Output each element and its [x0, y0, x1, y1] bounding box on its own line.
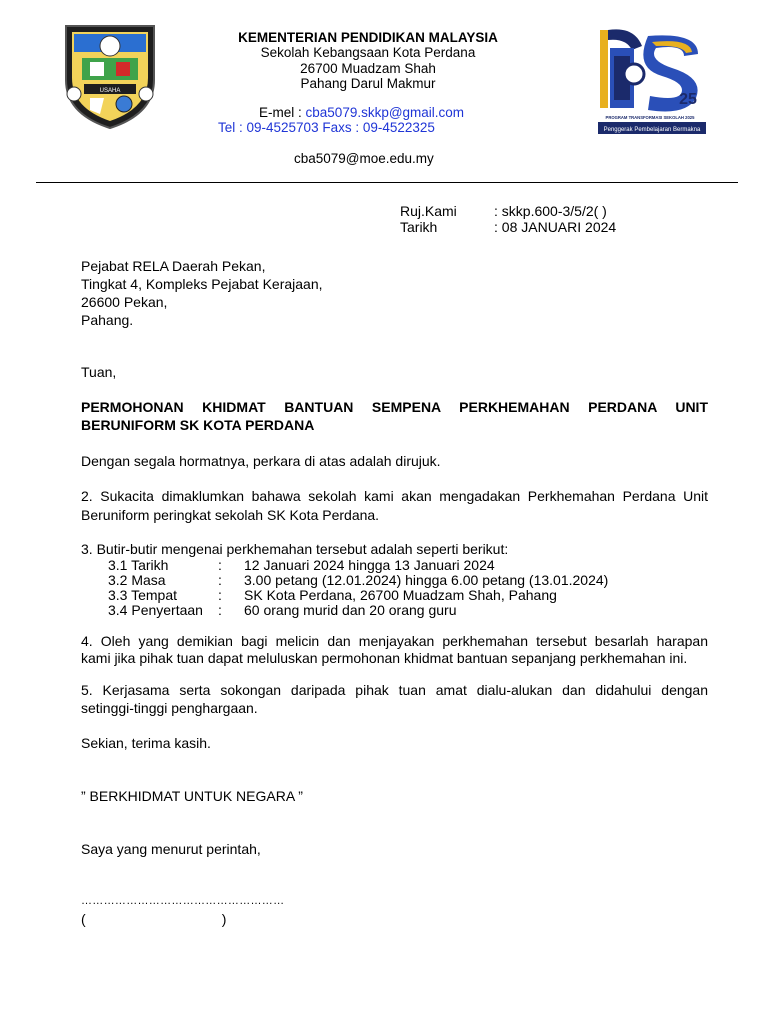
- detail-value: 3.00 petang (12.01.2024) hingga 6.00 petang (13.01.2024): [244, 572, 609, 588]
- paragraph-3: 3. Butir-butir mengenai perkhemahan tersebut adalah seperti berikut:: [81, 541, 509, 557]
- detail-separator: :: [218, 587, 222, 603]
- crest-motto: USAHA: [99, 88, 121, 94]
- ministry-name: KEMENTERIAN PENDIDIKAN MALAYSIA: [238, 30, 498, 45]
- paragraph-5-line1: 5. Kerjasama serta sokongan daripada pihak tuan amat dialu-alukan dan didahului dengan: [81, 682, 708, 698]
- salutation: Tuan,: [81, 364, 117, 380]
- detail-label: 3.2 Masa: [108, 572, 166, 588]
- subject-line1: PERMOHONAN KHIDMAT BANTUAN SEMPENA PERKHEMAHAN PERDANA UNIT: [81, 399, 708, 415]
- detail-value: 12 Januari 2024 hingga 13 Januari 2024: [244, 557, 495, 573]
- paragraph-1: Dengan segala hormatnya, perkara di atas adalah dirujuk.: [81, 453, 441, 469]
- date-value: : 08 JANUARI 2024: [494, 219, 617, 235]
- school-address-line2: Pahang Darul Makmur: [300, 76, 436, 91]
- signature-line: ………………………………………………: [81, 895, 285, 907]
- detail-separator: :: [218, 557, 222, 573]
- phone-fax-line: Tel : 09-4525703 Faxs : 09-4522325: [218, 120, 435, 135]
- reference-label: Ruj.Kami: [400, 203, 457, 219]
- closing-line: Sekian, terima kasih.: [81, 735, 211, 751]
- detail-separator: :: [218, 602, 222, 618]
- school-address-line1: 26700 Muadzam Shah: [300, 61, 436, 76]
- paragraph-2-line2: Beruniform peringkat sekolah SK Kota Perdana.: [81, 507, 380, 523]
- recipient-line1: Pejabat RELA Daerah Pekan,: [81, 258, 266, 274]
- detail-label: 3.4 Penyertaan: [108, 602, 203, 618]
- detail-value: SK Kota Perdana, 26700 Muadzam Shah, Pahang: [244, 587, 557, 603]
- email-link[interactable]: cba5079.skkp@gmail.com: [305, 105, 465, 120]
- recipient-line3: 26600 Pekan,: [81, 294, 168, 310]
- motto: ” BERKHIDMAT UNTUK NEGARA ”: [81, 788, 303, 804]
- header-divider: [36, 182, 738, 183]
- logo-tagline: Penggerak Pembelajaran Bermakna: [603, 127, 701, 133]
- detail-separator: :: [218, 572, 222, 588]
- paragraph-2-line1: 2. Sukacita dimaklumkan bahawa sekolah kami akan mengadakan Perkhemahan Perdana Unit: [81, 488, 708, 504]
- paragraph-4-line2: kami jika pihak tuan dapat meluluskan permohonan khidmat bantuan sepanjang perkhemahan ini.: [81, 650, 688, 666]
- detail-label: 3.1 Tarikh: [108, 557, 169, 573]
- subject-line2: BERUNIFORM SK KOTA PERDANA: [81, 417, 315, 433]
- school-name: Sekolah Kebangsaan Kota Perdana: [260, 45, 476, 60]
- logo-number: 25: [679, 91, 697, 108]
- signatory-name-brackets: ( ): [81, 911, 227, 927]
- email-line: [259, 105, 464, 121]
- recipient-line4: Pahang.: [81, 312, 134, 328]
- signoff: Saya yang menurut perintah,: [81, 841, 261, 857]
- paragraph-5-line2: setinggi-tinggi penghargaan.: [81, 700, 258, 716]
- date-label: Tarikh: [400, 219, 438, 235]
- reference-value: : skkp.600-3/5/2( ): [494, 203, 607, 219]
- paragraph-4-line1: 4. Oleh yang demikian bagi melicin dan menjayakan perkhemahan tersebut besarlah harapan: [81, 633, 708, 649]
- detail-label: 3.3 Tempat: [108, 587, 178, 603]
- moe-email: cba5079@moe.edu.my: [294, 151, 434, 166]
- recipient-line2: Tingkat 4, Kompleks Pejabat Kerajaan,: [81, 276, 323, 292]
- logo-caption: PROGRAM TRANSFORMASI SEKOLAH 2025: [605, 115, 695, 120]
- transformation-school-logo: [594, 26, 710, 136]
- detail-value: 60 orang murid dan 20 orang guru: [244, 602, 457, 618]
- email-label: E-mel :: [259, 105, 302, 120]
